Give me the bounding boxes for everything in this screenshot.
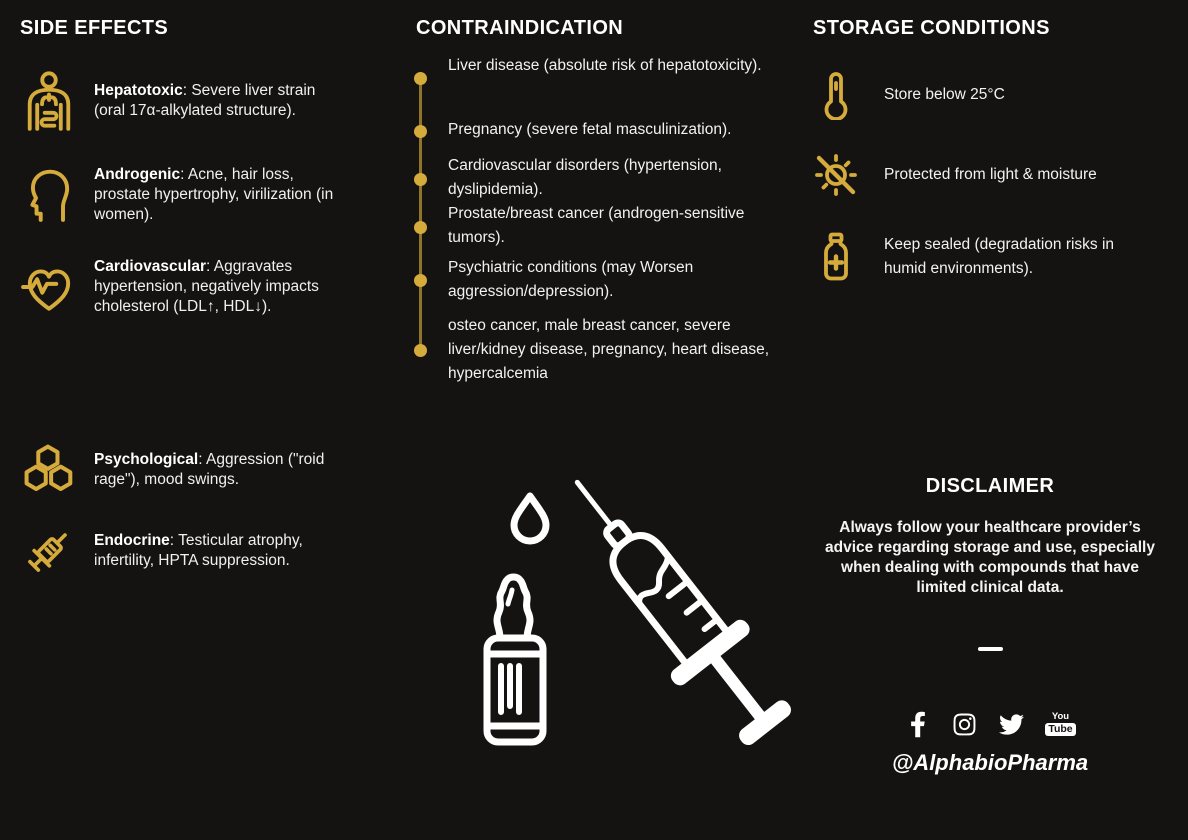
side-effect-item-hepatotoxic [20, 71, 366, 131]
disclaimer-title: DISCLAIMER [925, 475, 1055, 497]
side-effect-label: Endocrine [94, 532, 170, 549]
contraindication-item: Liver disease (absolute risk of hepatotoxicity). [448, 57, 762, 74]
contraindication-item: osteo cancer, male breast cancer, severe liver/kidney disease, pregnancy, heart disease, hypercalcemia [448, 317, 770, 382]
storage-conditions-title: STORAGE CONDITIONS [813, 17, 1050, 39]
storage-item-sealed [810, 228, 1162, 286]
storage-text: Keep sealed (degradation risks in humid environments). [884, 236, 1115, 277]
hexagons-icon [20, 442, 78, 498]
twitter-icon[interactable] [997, 708, 1027, 740]
side-effect-text: Psychological: Aggression ("roid rage"), mood swings. [94, 451, 325, 488]
social-handle: @AlphabioPharma [891, 750, 1089, 775]
side-effect-label: Psychological [94, 451, 199, 468]
syringe-icon [20, 523, 78, 579]
no-light-icon [810, 149, 862, 201]
contraindication-item: Cardiovascular disorders (hypertension, dyslipidemia). [448, 157, 722, 198]
bullet-dot [414, 72, 427, 85]
thermometer-icon [810, 70, 862, 120]
heart-pulse-icon [20, 259, 78, 315]
facebook-icon[interactable] [903, 708, 933, 740]
contraindication-item: Pregnancy (severe fetal masculinization). [448, 121, 732, 138]
bullet-dot [414, 344, 427, 357]
side-effect-item-endocrine [20, 521, 366, 581]
contraindication-title: CONTRAINDICATION [416, 17, 624, 39]
side-effects-title: SIDE EFFECTS [20, 17, 169, 39]
side-effect-text: Hepatotoxic: Severe liver strain (oral 17α-alkylated structure). [94, 82, 316, 119]
bullet-dot [414, 125, 427, 138]
storage-text: Protected from light & moisture [884, 166, 1097, 183]
storage-text: Store below 25°C [884, 86, 1005, 103]
head-profile-icon [20, 167, 78, 223]
side-effect-text: Androgenic: Acne, hair loss, prostate hypertrophy, virilization (in women). [94, 166, 334, 223]
side-effect-item-psychological [20, 440, 366, 500]
storage-item-light [810, 148, 1162, 202]
side-effect-text: Endocrine: Testicular atrophy, infertility, HPTA suppression. [94, 532, 303, 569]
instagram-icon[interactable] [950, 708, 980, 740]
youtube-icon[interactable]: You Tube [1044, 708, 1078, 740]
storage-item-temperature [810, 70, 1162, 120]
disclaimer-text: Always follow your healthcare provider’s advice regarding storage and use, especially when dealing with compounds that have limited clinical data. [825, 519, 1155, 596]
sealed-bottle-icon [810, 231, 862, 283]
side-effect-text: Cardiovascular: Aggravates hypertension, negatively impacts cholesterol (LDL↑, HDL↓). [94, 258, 319, 315]
bullet-dot [414, 274, 427, 287]
side-effect-item-androgenic [20, 163, 366, 227]
timeline-line [419, 78, 422, 351]
contraindication-item: Psychiatric conditions (may Worsen aggression/depression). [448, 259, 694, 300]
side-effect-label: Androgenic [94, 166, 181, 183]
side-effect-label: Cardiovascular [94, 258, 206, 275]
side-effect-item-cardiovascular [20, 255, 366, 319]
contraindication-item: Prostate/breast cancer (androgen-sensitive tumors). [448, 205, 745, 246]
side-effect-label: Hepatotoxic [94, 82, 183, 99]
divider-dash [978, 647, 1003, 651]
body-organs-icon [20, 71, 78, 131]
social-icons-row [820, 708, 1160, 740]
bullet-dot [414, 221, 427, 234]
bullet-dot [414, 173, 427, 186]
ampoule-syringe-illustration [462, 460, 792, 782]
